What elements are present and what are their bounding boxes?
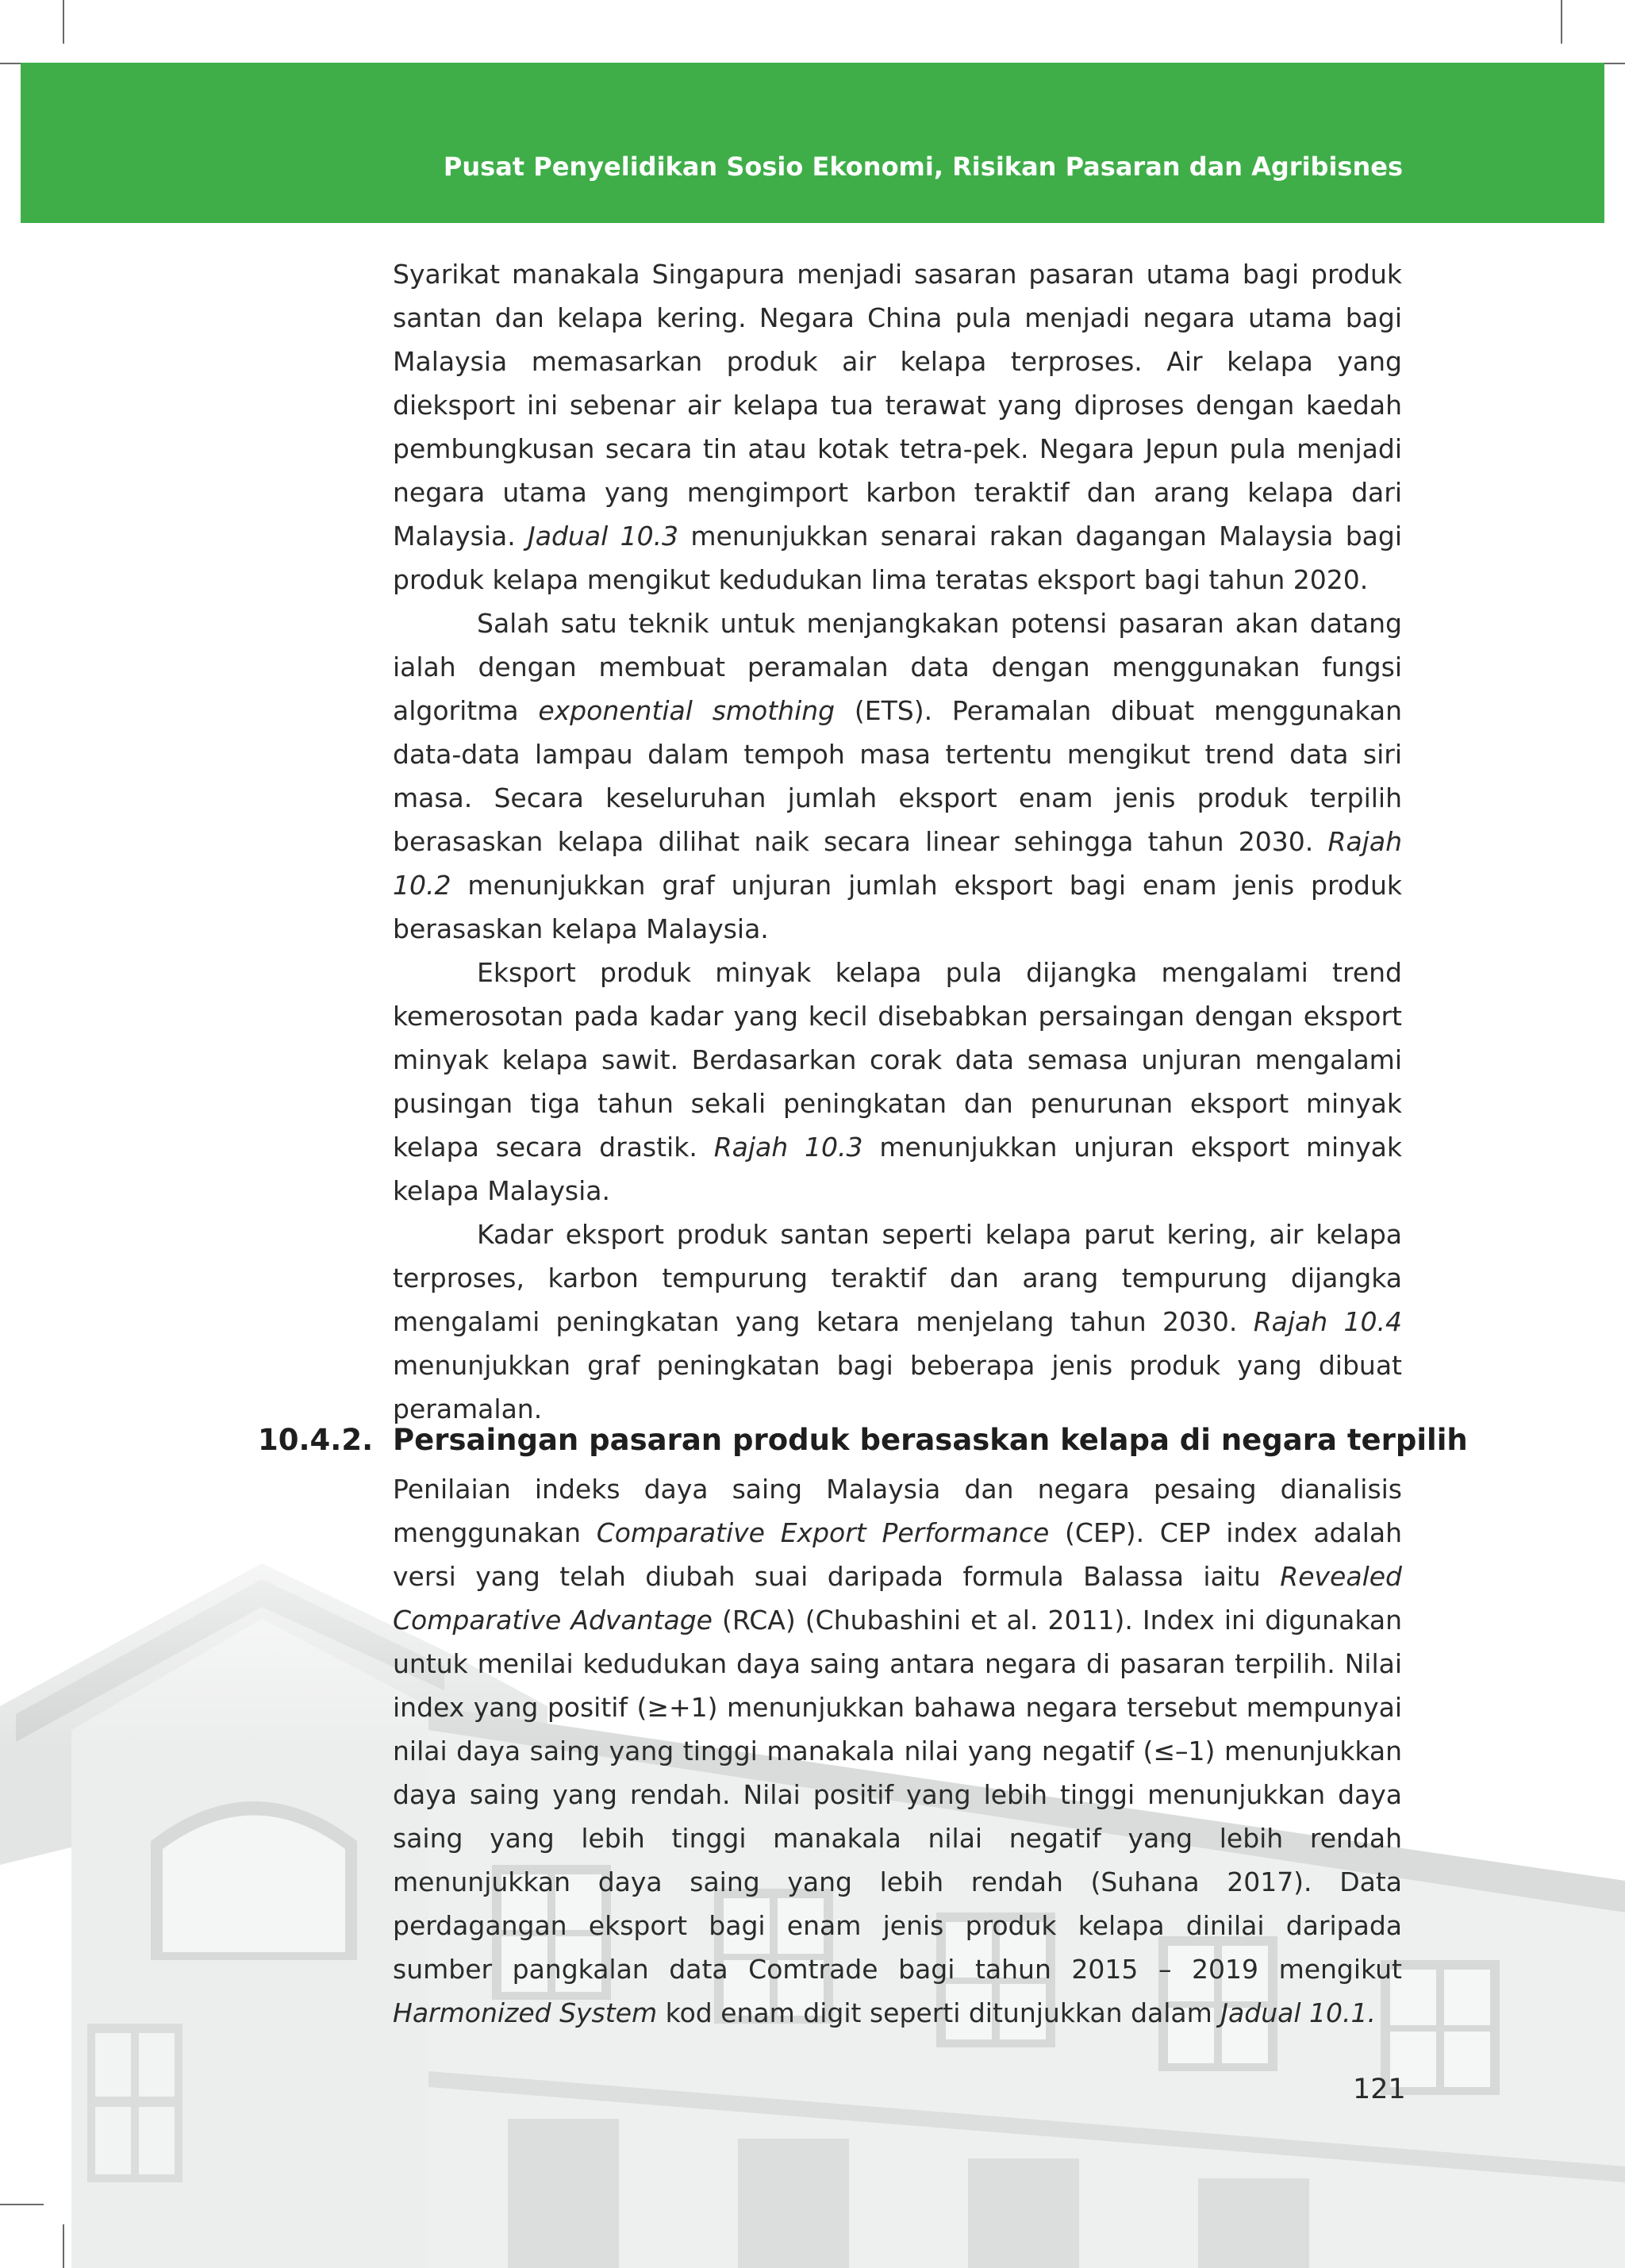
- crop-mark-top-right-vertical: [1561, 0, 1562, 44]
- italic-text: Revealed Comparative Advantage: [393, 1561, 1402, 1636]
- text-segment: menunjukkan graf peningkatan bagi beberapa jenis produk yang dibuat peramalan.: [393, 1350, 1402, 1424]
- text-segment: (RCA) (Chubashini et al. 2011). Index ini digunakan untuk menilai kedudukan daya saing antara negara di pasaran terpilih. Nilai index yang positif (≥+1) menunjukkan bahawa negara tersebut mempunyai nilai daya saing yang tinggi manakala nilai yang negatif (≤–1) menunjukkan daya saing yang rendah. Nilai positif yang lebih tinggi menunjukkan daya saing yang lebih tinggi manakala nilai negatif yang lebih rendah menunjukkan daya saing yang lebih rendah (Suhana 2017). Data perdagangan eksport bagi enam jenis produk kelapa dinilai daripada sumber pangkalan data Comtrade bagi tahun 2015 – 2019 mengikut: [393, 1605, 1402, 1985]
- italic-text: exponential smothing: [538, 695, 836, 726]
- text-segment: Kadar eksport produk santan seperti kelapa parut kering, air kelapa terproses, karbon tempurung teraktif dan arang tempurung dijangka mengalami peningkatan yang ketara menjelang tahun 2030.: [393, 1219, 1402, 1337]
- text-segment: Syarikat manakala Singapura menjadi sasaran pasaran utama bagi produk santan dan kelapa kering. Negara China pula menjadi negara utama bagi Malaysia memasarkan produk air kelapa terproses. Air kelapa yang dieksport ini sebenar air kelapa tua terawat yang diproses dengan kaedah pembungkusan secara tin atau kotak tetra-pek. Negara Jepun pula menjadi negara utama yang mengimport karbon teraktif dan arang kelapa dari Malaysia.: [393, 259, 1402, 552]
- text-segment: kod enam digit seperti ditunjukkan dalam: [657, 1997, 1221, 2028]
- italic-text: Rajah 10.3: [713, 1132, 863, 1163]
- crop-mark-top-left-vertical: [63, 0, 64, 44]
- italic-text: Rajah 10.2: [393, 826, 1402, 901]
- text-segment: (CEP). CEP index adalah versi yang telah diubah suai daripada formula Balassa iaitu: [393, 1517, 1403, 1592]
- page-number: 121: [1353, 2074, 1406, 2105]
- text-segment: Salah satu teknik untuk menjangkakan potensi pasaran akan datang ialah dengan membuat peramalan data dengan menggunakan fungsi algoritma: [393, 608, 1402, 726]
- paragraph: [393, 252, 1402, 602]
- text-segment: menunjukkan unjuran eksport minyak kelapa Malaysia.: [393, 1132, 1402, 1206]
- section-body-text: [393, 1467, 1402, 2035]
- paragraph: [393, 602, 1402, 951]
- italic-text: Harmonized System: [393, 1997, 658, 2028]
- italic-text: Comparative Export Performance: [596, 1517, 1050, 1548]
- text-segment: Penilaian indeks daya saing Malaysia dan negara pesaing dianalisis menggunakan: [393, 1474, 1402, 1548]
- italic-text: Jadual 10.3: [528, 521, 679, 552]
- paragraph: [393, 951, 1402, 1213]
- text-segment: menunjukkan senarai rakan dagangan Malaysia bagi produk kelapa mengikut kedudukan lima teratas eksport bagi tahun 2020.: [393, 521, 1402, 595]
- body-text: [393, 252, 1402, 1431]
- paragraph: [393, 1467, 1402, 2035]
- section-title: Persaingan pasaran produk berasaskan kelapa di negara terpilih: [393, 1423, 1468, 1457]
- header-band: [21, 63, 1604, 223]
- text-segment: menunjukkan graf unjuran jumlah eksport bagi enam jenis produk berasaskan kelapa Malaysia.: [393, 870, 1402, 944]
- text-segment: (ETS). Peramalan dibuat menggunakan data-data lampau dalam tempoh masa tertentu mengikut trend data siri masa. Secara keseluruhan jumlah eksport enam jenis produk terpilih berasaskan kelapa dilihat naik secara linear sehingga tahun 2030.: [393, 695, 1402, 857]
- italic-text: Jadual 10.1.: [1220, 1997, 1376, 2028]
- italic-text: Rajah 10.4: [1253, 1306, 1402, 1337]
- header-title: Pusat Penyelidikan Sosio Ekonomi, Risikan Pasaran dan Agribisnes: [443, 152, 1403, 182]
- section-number: 10.4.2.: [258, 1423, 374, 1457]
- text-segment: Eksport produk minyak kelapa pula dijangka mengalami trend kemerosotan pada kadar yang kecil disebabkan persaingan dengan eksport minyak kelapa sawit. Berdasarkan corak data semasa unjuran mengalami pusingan tiga tahun sekali peningkatan dan penurunan eksport minyak kelapa secara drastik.: [393, 957, 1402, 1163]
- paragraph: [393, 1213, 1402, 1431]
